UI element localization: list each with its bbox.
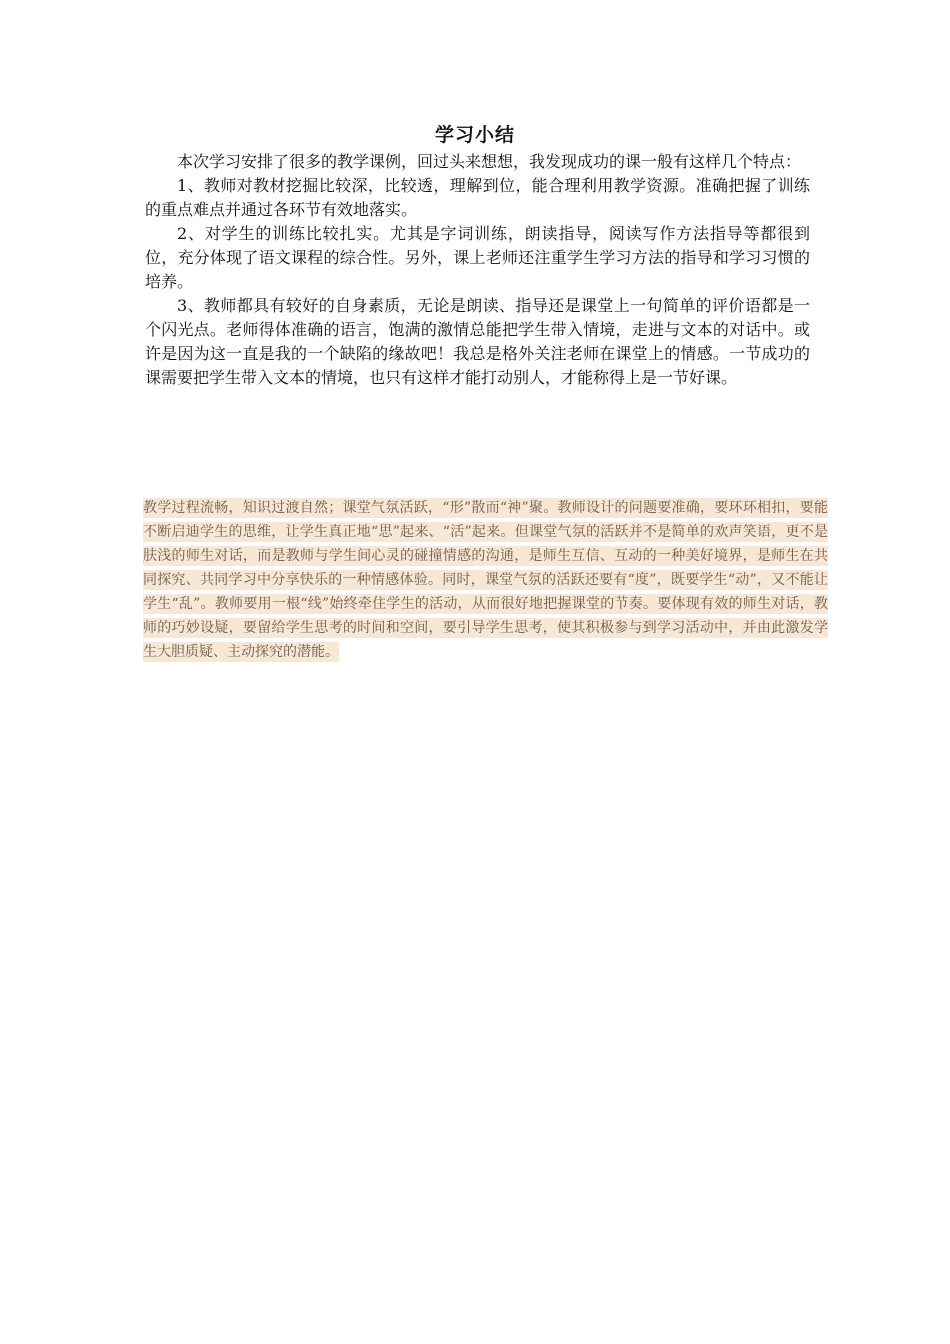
point-paragraph-1: 1、教师对教材挖掘比较深，比较透，理解到位，能合理利用教学资源。准确把握了训练的重点难点并通过各环节有效地落实。 xyxy=(145,176,810,219)
point-paragraph-3: 3、教师都具有较好的自身素质，无论是朗读、指导还是课堂上一句简单的评价语都是一个闪光点。老师得体准确的语言，饱满的激情总能把学生带入情境，走进与文本的对话中。或许是因为这一直是我的一个缺陷的缘故吧！我总是格外关注老师在课堂上的情感。一节成功的课需要把学生带入文本的情境，也只有这样才能打动别人，才能称得上是一节好课。 xyxy=(145,296,810,387)
intro-paragraph: 本次学习安排了很多的教学课例，回过头来想想，我发现成功的课一般有这样几个特点： xyxy=(177,152,802,171)
document-body xyxy=(145,150,810,390)
highlighted-note-text: 教学过程流畅，知识过渡自然；课堂气氛活跃，“形”散而“神”聚。教师设计的问题要准确，要环环相扣，要能不断启迪学生的思维，让学生真正地“思”起来、“活”起来。但课堂气氛的活跃并不是简单的欢声笑语，更不是肤浅的师生对话，而是教师与学生间心灵的碰撞情感的沟通，是师生互信、互动的一种美好境界，是师生在共同探究、共同学习中分享快乐的一种情感体验。同时，课堂气氛的活跃还要有“度”，既要学生“动”，又不能让学生“乱”。教师要用一根“线”始终牵住学生的活动，从而很好地把握课堂的节奏。要体现有效的师生对话，教师的巧妙设疑，要留给学生思考的时间和空间，要引导学生思考，使其积极参与到学习活动中，并由此激发学生大胆质疑、主动探究的潜能。 xyxy=(143,500,828,660)
point-paragraph-2: 2、对学生的训练比较扎实。尤其是字词训练，朗读指导，阅读写作方法指导等都很到位，充分体现了语文课程的综合性。另外，课上老师还注重学生学习方法的指导和学习习惯的培养。 xyxy=(145,224,810,291)
document-title: 学习小结 xyxy=(434,124,515,146)
highlighted-note xyxy=(143,496,828,664)
